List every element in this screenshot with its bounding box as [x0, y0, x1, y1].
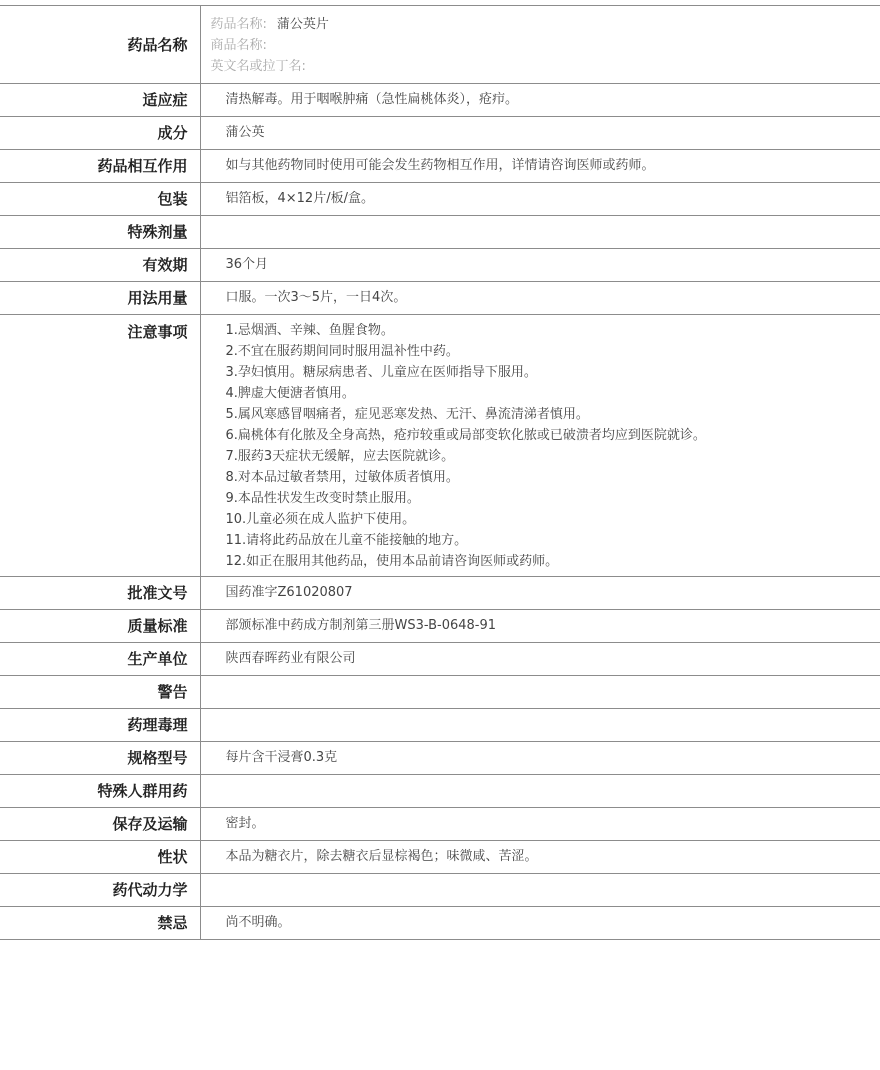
- approval-label: 批准文号: [0, 577, 200, 610]
- storage-label: 保存及运输: [0, 808, 200, 841]
- contraindication-value: 尚不明确。: [225, 915, 291, 930]
- pharmacokinetics-label: 药代动力学: [0, 874, 200, 907]
- indication-row: [0, 84, 880, 117]
- standard-label: 质量标准: [0, 610, 200, 643]
- interaction-row: [0, 150, 880, 183]
- dosage-row: [0, 282, 880, 315]
- precaution-item: 10.儿童必须在成人监护下使用。: [225, 512, 416, 527]
- manufacturer-row: [0, 643, 880, 676]
- pharmacology-row: [0, 709, 880, 742]
- approval-value: 国药准字Z61020807: [225, 585, 353, 600]
- expiry-value: 36个月: [225, 257, 269, 272]
- precaution-item: 4.脾虚大便溏者慎用。: [225, 386, 355, 401]
- special-population-label: 特殊人群用药: [0, 775, 200, 808]
- pharmacology-label: 药理毒理: [0, 709, 200, 742]
- manufacturer-value: 陕西春晖药业有限公司: [225, 651, 356, 666]
- ingredients-label: 成分: [0, 117, 200, 150]
- generic-name-label: 药品名称:: [210, 17, 267, 32]
- warning-label: 警告: [0, 676, 200, 709]
- trade-name-label: 商品名称:: [210, 38, 267, 53]
- expiry-row: [0, 249, 880, 282]
- manufacturer-label: 生产单位: [0, 643, 200, 676]
- precaution-item: 3.孕妇慎用。糖尿病患者、儿童应在医师指导下服用。: [225, 365, 537, 380]
- storage-value: 密封。: [225, 816, 265, 831]
- contraindication-row: [0, 907, 880, 940]
- drug-name-row: [0, 6, 880, 84]
- special-dose-label: 特殊剂量: [0, 216, 200, 249]
- warning-value: [200, 676, 880, 709]
- standard-value: 部颁标准中药成方制剂第三册WS3-B-0648-91: [225, 618, 497, 633]
- drug-info-table: [0, 5, 880, 940]
- standard-row: [0, 610, 880, 643]
- contraindication-label: 禁忌: [0, 907, 200, 940]
- precautions-label: 注意事项: [0, 315, 200, 577]
- appearance-row: [0, 841, 880, 874]
- special-population-row: [0, 775, 880, 808]
- package-label: 包装: [0, 183, 200, 216]
- precautions-row: [0, 315, 880, 577]
- precaution-item: 11.请将此药品放在儿童不能接触的地方。: [225, 533, 468, 548]
- precaution-item: 5.属风寒感冒咽痛者，症见恶寒发热、无汗、鼻流清涕者慎用。: [225, 407, 589, 422]
- indication-value: 清热解毒。用于咽喉肿痛（急性扁桃体炎），疮疖。: [225, 92, 519, 107]
- package-row: [0, 183, 880, 216]
- approval-row: [0, 577, 880, 610]
- dosage-label: 用法用量: [0, 282, 200, 315]
- spec-row: [0, 742, 880, 775]
- storage-row: [0, 808, 880, 841]
- pharmacokinetics-row: [0, 874, 880, 907]
- precaution-item: 2.不宜在服药期间同时服用温补性中药。: [225, 344, 459, 359]
- precaution-item: 8.对本品过敏者禁用，过敏体质者慎用。: [225, 470, 459, 485]
- special-dose-row: [0, 216, 880, 249]
- special-dose-value: [200, 216, 880, 249]
- appearance-value: 本品为糖衣片，除去糖衣后显棕褐色；味微咸、苦涩。: [225, 849, 538, 864]
- package-value: 铝箔板，4×12片/板/盒。: [225, 191, 374, 206]
- precautions-list: [200, 315, 880, 577]
- expiry-label: 有效期: [0, 249, 200, 282]
- special-population-value: [200, 775, 880, 808]
- precaution-item: 12.如正在服用其他药品，使用本品前请咨询医师或药师。: [225, 554, 559, 569]
- precaution-item: 6.扁桃体有化脓及全身高热，疮疖较重或局部变软化脓或已破溃者均应到医院就诊。: [225, 428, 706, 443]
- pharmacokinetics-value: [200, 874, 880, 907]
- pharmacology-value: [200, 709, 880, 742]
- spec-value: 每片含干浸膏0.3克: [225, 750, 338, 765]
- interaction-value: 如与其他药物同时使用可能会发生药物相互作用，详情请咨询医师或药师。: [225, 158, 655, 173]
- drug-name-label: 药品名称: [0, 6, 200, 84]
- indication-label: 适应症: [0, 84, 200, 117]
- generic-name-value: 蒲公英片: [276, 17, 329, 32]
- ingredients-row: [0, 117, 880, 150]
- spec-label: 规格型号: [0, 742, 200, 775]
- precaution-item: 7.服药3天症状无缓解，应去医院就诊。: [225, 449, 455, 464]
- drug-name-cell: [200, 6, 880, 84]
- ingredients-value: 蒲公英: [225, 125, 265, 140]
- warning-row: [0, 676, 880, 709]
- precaution-item: 1.忌烟酒、辛辣、鱼腥食物。: [225, 323, 394, 338]
- english-name-label: 英文名或拉丁名:: [210, 59, 306, 74]
- interaction-label: 药品相互作用: [0, 150, 200, 183]
- appearance-label: 性状: [0, 841, 200, 874]
- dosage-value: 口服。一次3～5片，一日4次。: [225, 290, 407, 305]
- generic-name-line: [211, 14, 880, 35]
- precaution-item: 9.本品性状发生改变时禁止服用。: [225, 491, 420, 506]
